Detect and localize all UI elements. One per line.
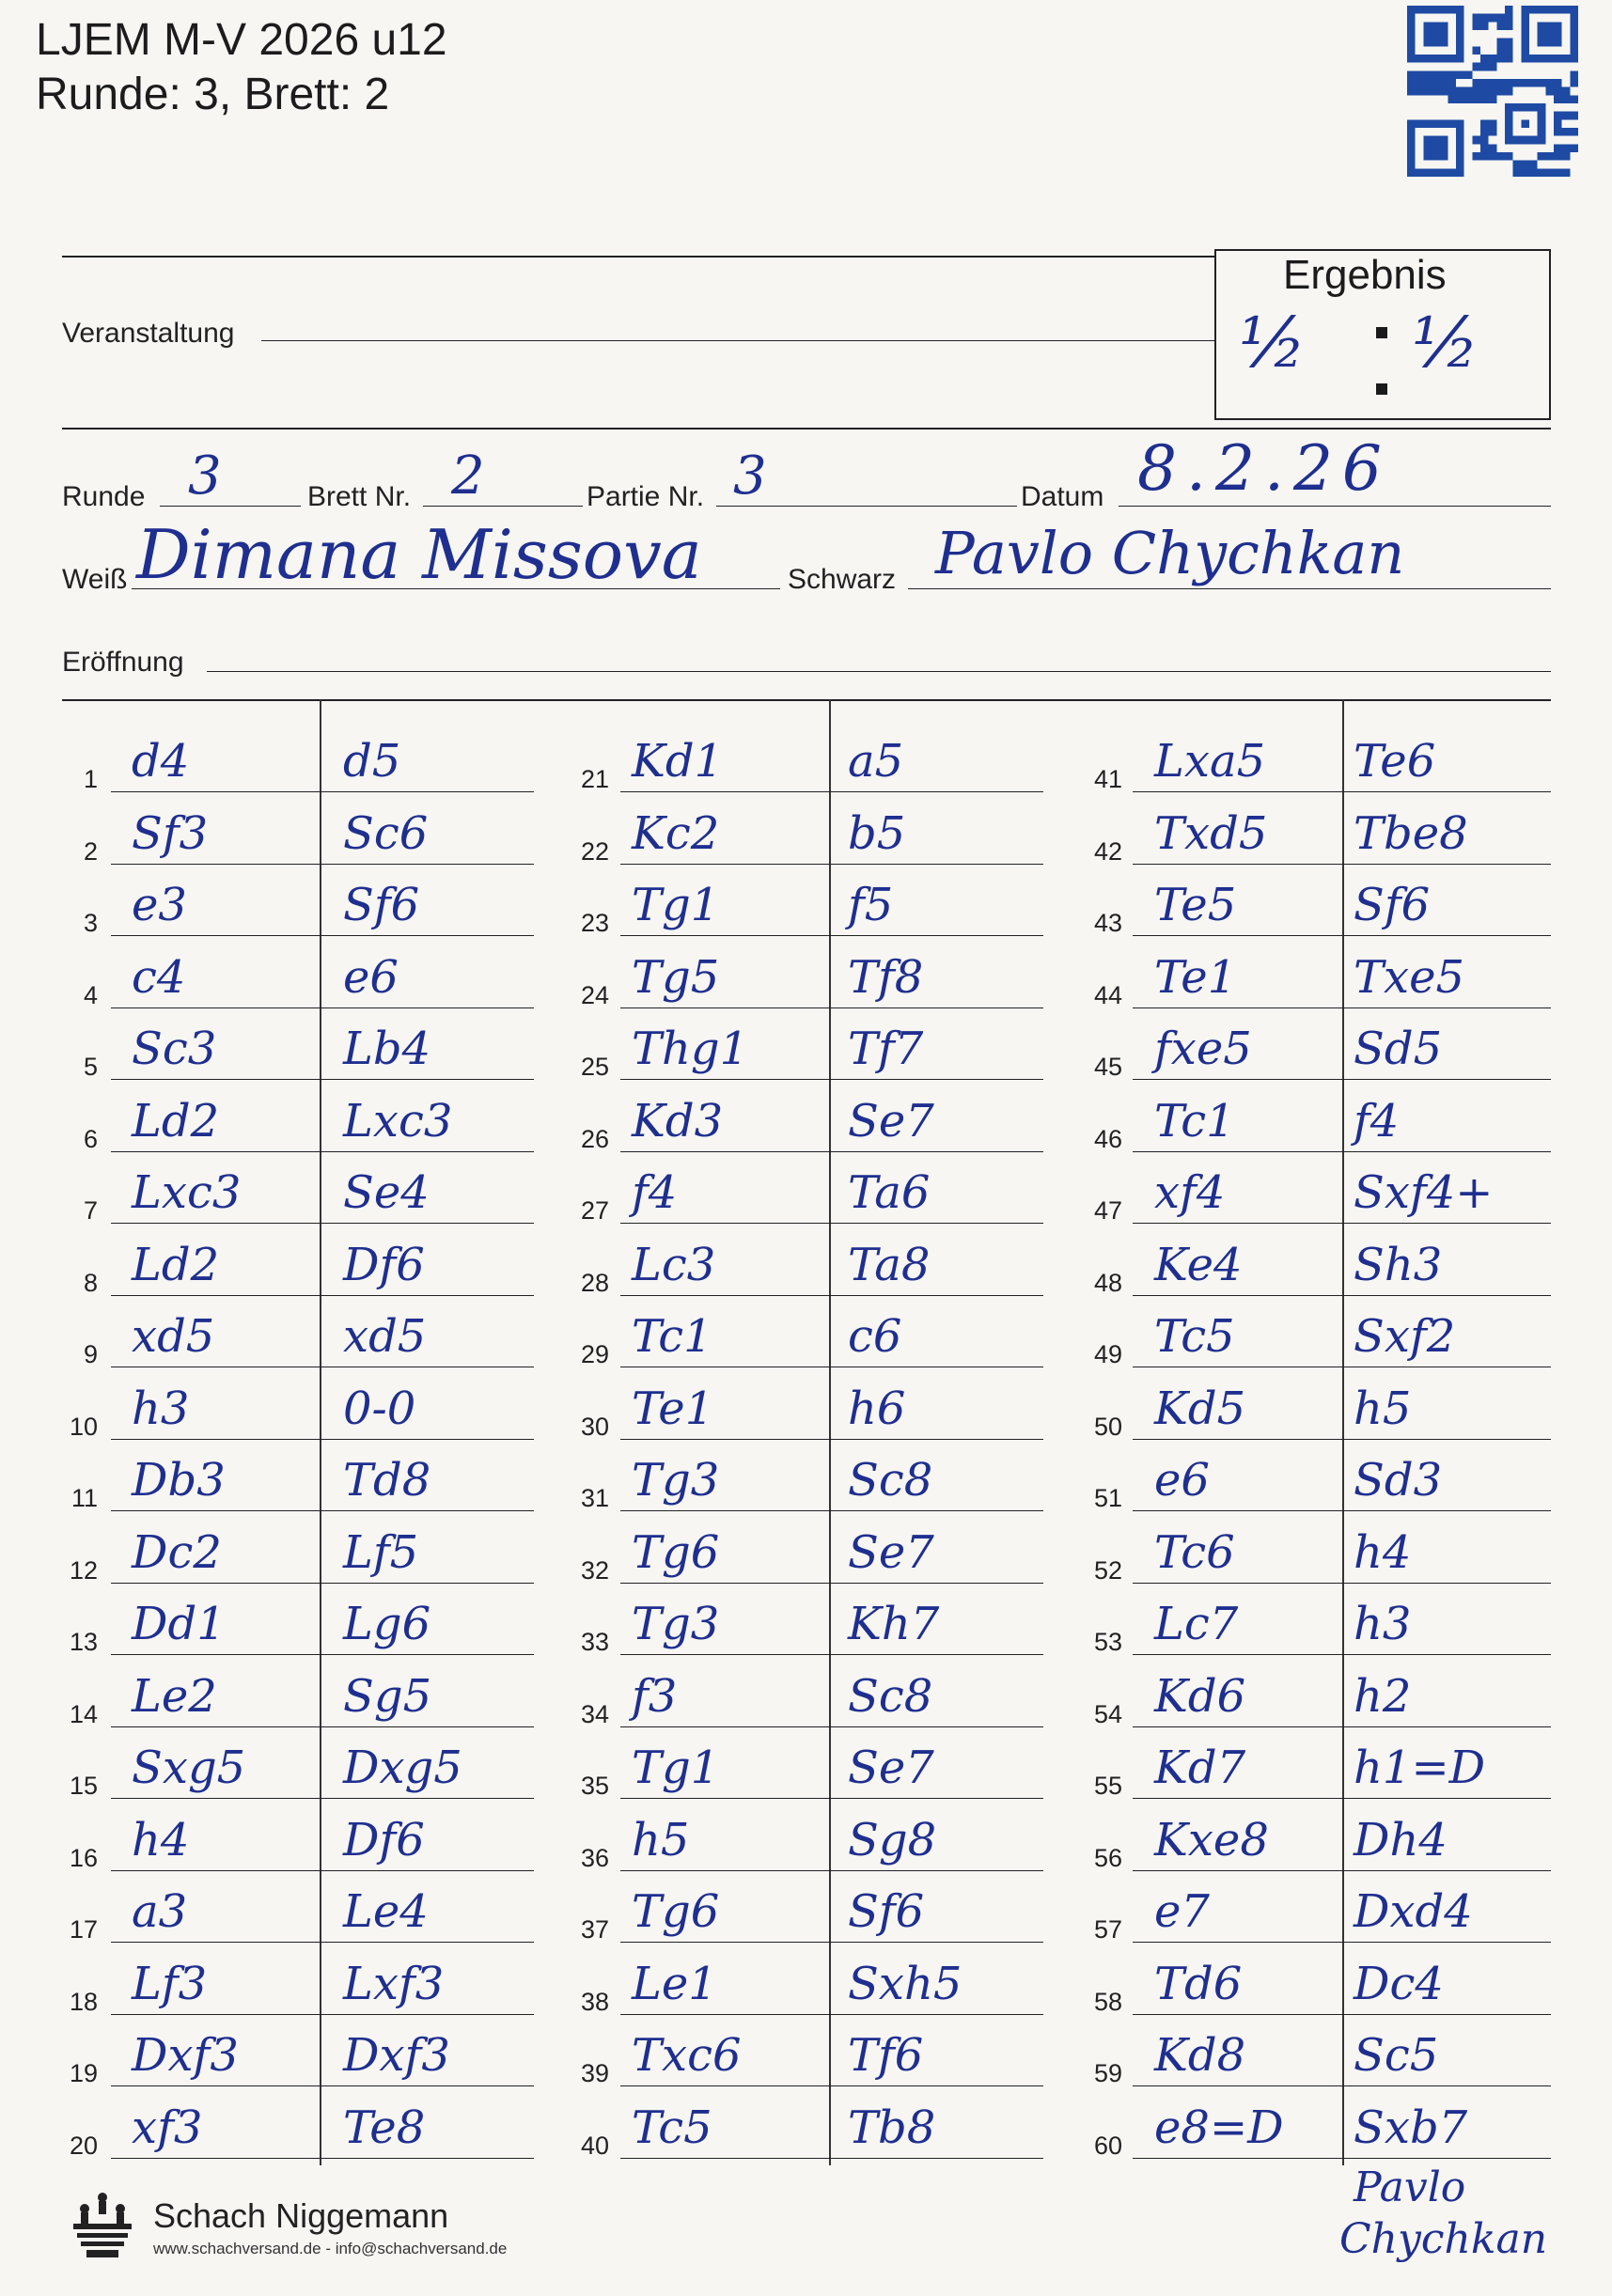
column-divider xyxy=(829,699,831,2165)
black-move: Se4 xyxy=(343,1166,430,1219)
move-row-line xyxy=(111,1079,534,1080)
black-move: f5 xyxy=(848,879,894,931)
move-number: 19 xyxy=(69,2059,98,2087)
move-row-line xyxy=(620,2158,1043,2159)
white-move: Kc2 xyxy=(632,806,720,860)
black-move: Te8 xyxy=(343,2101,426,2154)
move-row-line xyxy=(620,1151,1043,1152)
move-row-line xyxy=(111,1295,534,1296)
move-row-line xyxy=(620,1223,1043,1224)
white-move: h3 xyxy=(132,1382,190,1435)
game-value: 3 xyxy=(733,445,767,507)
black-move: Kh7 xyxy=(848,1598,940,1650)
black-move: Sh3 xyxy=(1354,1238,1443,1291)
white-move: xd5 xyxy=(132,1310,215,1363)
move-row-line xyxy=(1133,1726,1551,1727)
move-row-line xyxy=(111,791,534,792)
move-row-line xyxy=(620,1942,1043,1943)
move-row-line xyxy=(1133,1798,1551,1799)
move-number: 23 xyxy=(580,909,609,937)
white-move: Thg1 xyxy=(632,1023,749,1075)
white-move: Sf3 xyxy=(132,806,209,860)
move-row-line xyxy=(1133,2085,1551,2086)
white-move: Lxa5 xyxy=(1154,735,1266,788)
black-move: Ta6 xyxy=(848,1166,931,1219)
move-number: 41 xyxy=(1093,765,1122,793)
opening-label: Eröffnung xyxy=(62,647,184,678)
move-number: 16 xyxy=(69,1843,98,1872)
move-number: 32 xyxy=(580,1555,609,1585)
game-label: Partie Nr. xyxy=(587,481,705,512)
white-move: Ke4 xyxy=(1154,1238,1243,1291)
white-move: Dc2 xyxy=(132,1525,222,1579)
white-move: Kxe8 xyxy=(1154,1813,1269,1866)
move-row-line xyxy=(1133,1079,1551,1080)
move-row-line xyxy=(111,864,534,865)
white-move: Le1 xyxy=(632,1957,717,2010)
footer-contact: www.schachversand.de - info@schachversand.de xyxy=(153,2240,508,2257)
white-move: Lc7 xyxy=(1154,1598,1239,1650)
black-move: Dxf3 xyxy=(343,2029,450,2082)
white-move: Kd5 xyxy=(1154,1382,1246,1435)
move-row-line xyxy=(620,1726,1043,1727)
move-row-line xyxy=(1133,1654,1551,1655)
move-number: 29 xyxy=(580,1340,609,1368)
white-move: f3 xyxy=(632,1669,678,1723)
move-row-line xyxy=(111,1583,534,1584)
move-number: 38 xyxy=(580,1987,609,2016)
black-move: Sc6 xyxy=(343,806,429,860)
move-number: 20 xyxy=(69,2131,98,2160)
move-number: 11 xyxy=(70,1484,98,1512)
move-number: 13 xyxy=(69,1628,98,1656)
white-move: Txc6 xyxy=(632,2029,742,2082)
black-move: h6 xyxy=(848,1382,906,1435)
column-divider xyxy=(1342,699,1344,2165)
move-number: 31 xyxy=(580,1484,609,1512)
move-number: 14 xyxy=(69,1699,98,1728)
black-move: Dxd4 xyxy=(1354,1885,1473,1938)
move-row-line xyxy=(111,1439,534,1440)
move-number: 34 xyxy=(580,1699,609,1728)
black-player: Pavlo Chychkan xyxy=(935,519,1405,587)
move-row-line xyxy=(1133,1295,1551,1296)
white-move: Tg6 xyxy=(632,1885,720,1938)
chess-pieces-logo-icon xyxy=(70,2190,135,2261)
move-number: 50 xyxy=(1093,1412,1122,1441)
move-row-line xyxy=(620,791,1043,792)
black-move: Tf7 xyxy=(848,1023,924,1075)
move-row-line xyxy=(620,1798,1043,1799)
signature-last: Chychkan xyxy=(1339,2215,1548,2263)
move-row-line xyxy=(620,1870,1043,1871)
black-move: Sd3 xyxy=(1354,1454,1443,1507)
move-number: 5 xyxy=(83,1053,98,1081)
black-move: Sg5 xyxy=(343,1669,432,1723)
move-number: 60 xyxy=(1093,2131,1122,2160)
round-value: 3 xyxy=(188,445,222,507)
footer-brand: Schach Niggemann xyxy=(153,2196,449,2235)
black-move: h3 xyxy=(1354,1598,1412,1650)
move-number: 24 xyxy=(580,980,609,1009)
black-move: Lg6 xyxy=(343,1598,431,1650)
result-label: Ergebnis xyxy=(1283,252,1447,298)
date-value: 8.2.26 xyxy=(1137,432,1391,505)
black-move: Tb8 xyxy=(848,2101,936,2154)
black-move: Sc8 xyxy=(848,1669,933,1723)
signature-first: Pavlo xyxy=(1354,2163,1466,2211)
move-number: 7 xyxy=(83,1196,98,1225)
move-number: 44 xyxy=(1093,980,1122,1009)
move-row-line xyxy=(1133,1583,1551,1584)
black-move: d5 xyxy=(343,735,401,788)
move-number: 3 xyxy=(83,909,98,937)
black-move: Sxf4+ xyxy=(1354,1166,1494,1219)
move-row-line xyxy=(111,935,534,936)
move-number: 36 xyxy=(580,1843,609,1872)
move-number: 57 xyxy=(1093,1915,1122,1944)
move-row-line xyxy=(620,1510,1043,1511)
white-move: Ld2 xyxy=(132,1094,220,1148)
move-number: 46 xyxy=(1093,1124,1122,1153)
black-move: Sxh5 xyxy=(848,1957,963,2010)
black-move: Tbe8 xyxy=(1354,806,1468,860)
move-row-line xyxy=(620,864,1043,865)
move-row-line xyxy=(1133,1007,1551,1008)
black-move: Sf6 xyxy=(848,1885,925,1938)
move-number: 56 xyxy=(1093,1843,1122,1872)
black-move: h1=D xyxy=(1354,1742,1486,1794)
round-label: Runde xyxy=(62,481,146,512)
black-move: Sd5 xyxy=(1354,1023,1443,1075)
board-value: 2 xyxy=(451,445,485,507)
move-number: 17 xyxy=(69,1915,98,1944)
move-number: 43 xyxy=(1093,909,1122,937)
black-move: Dh4 xyxy=(1354,1813,1448,1866)
white-move: h5 xyxy=(632,1813,690,1866)
white-move: e7 xyxy=(1154,1885,1210,1938)
move-number: 42 xyxy=(1093,836,1122,866)
white-move: Td6 xyxy=(1154,1957,1243,2010)
black-move: Sc5 xyxy=(1354,2029,1439,2082)
black-move: b5 xyxy=(848,806,906,860)
black-move: xd5 xyxy=(343,1310,427,1363)
move-row-line xyxy=(111,2085,534,2086)
move-row-line xyxy=(1133,1942,1551,1943)
white-move: Kd6 xyxy=(1154,1669,1246,1723)
move-number: 49 xyxy=(1093,1340,1122,1368)
move-row-line xyxy=(111,1942,534,1943)
black-move: Se7 xyxy=(848,1094,934,1148)
move-row-line xyxy=(1133,2158,1551,2159)
white-move: e8=D xyxy=(1154,2101,1284,2154)
white-move: Tg1 xyxy=(632,879,720,931)
move-number: 52 xyxy=(1093,1555,1122,1585)
black-move: Se7 xyxy=(848,1742,934,1794)
black-move: Ta8 xyxy=(848,1238,931,1291)
move-row-line xyxy=(1133,864,1551,865)
move-row-line xyxy=(620,1654,1043,1655)
black-move: h4 xyxy=(1354,1525,1412,1579)
move-row-line xyxy=(1133,935,1551,936)
black-move: Lxf3 xyxy=(343,1957,445,2010)
move-row-line xyxy=(620,1439,1043,1440)
white-move: Db3 xyxy=(132,1454,226,1507)
move-number: 37 xyxy=(580,1915,609,1944)
move-number: 6 xyxy=(83,1124,98,1153)
move-row-line xyxy=(111,1870,534,1871)
white-move: Tg5 xyxy=(632,950,720,1004)
move-number: 51 xyxy=(1093,1484,1122,1512)
black-move: a5 xyxy=(848,735,904,788)
move-row-line xyxy=(111,2014,534,2015)
black-move: c6 xyxy=(848,1310,902,1363)
black-move: Se7 xyxy=(848,1525,934,1579)
black-move: e6 xyxy=(343,950,399,1004)
white-move: Te1 xyxy=(632,1382,714,1435)
white-move: Tc1 xyxy=(1154,1094,1235,1148)
black-move: Te6 xyxy=(1354,735,1436,788)
move-row-line xyxy=(111,1798,534,1799)
black-move: h5 xyxy=(1354,1382,1412,1435)
board-label: Brett Nr. xyxy=(307,481,412,512)
event-title: LJEM M-V 2026 u12 xyxy=(36,15,447,65)
round-board-info: Runde: 3, Brett: 2 xyxy=(36,70,390,119)
move-number: 33 xyxy=(580,1628,609,1656)
white-move: Txd5 xyxy=(1154,806,1268,860)
white-move: Tc6 xyxy=(1154,1525,1235,1579)
move-row-line xyxy=(620,1079,1043,1080)
date-label: Datum xyxy=(1021,481,1104,512)
white-move: a3 xyxy=(132,1885,188,1938)
black-move: Lf5 xyxy=(343,1525,419,1579)
black-move: Sc8 xyxy=(848,1454,933,1507)
move-row-line xyxy=(620,1583,1043,1584)
black-move: Tf8 xyxy=(848,950,924,1004)
white-move: c4 xyxy=(132,950,186,1004)
move-number: 35 xyxy=(580,1772,609,1800)
white-move: Kd8 xyxy=(1154,2029,1246,2082)
white-move: Tg3 xyxy=(632,1454,720,1507)
result-colon-top xyxy=(1376,327,1387,338)
black-move: h2 xyxy=(1354,1669,1412,1723)
white-move: Tg6 xyxy=(632,1525,720,1579)
move-number: 26 xyxy=(580,1124,609,1153)
white-move: Te1 xyxy=(1154,950,1237,1004)
move-number: 18 xyxy=(69,1987,98,2016)
move-row-line xyxy=(111,1007,534,1008)
white-move: Tc1 xyxy=(632,1310,712,1363)
white-move: xf3 xyxy=(132,2101,203,2154)
move-row-line xyxy=(1133,1510,1551,1511)
white-move: Lc3 xyxy=(632,1238,716,1291)
column-divider xyxy=(320,699,321,2165)
move-number: 48 xyxy=(1093,1268,1122,1297)
black-label: Schwarz xyxy=(788,564,897,595)
black-move: Df6 xyxy=(343,1813,425,1866)
move-row-line xyxy=(111,1726,534,1727)
black-move: Sf6 xyxy=(1354,879,1431,931)
white-move: Kd7 xyxy=(1154,1742,1246,1794)
white-move: Tc5 xyxy=(1154,1310,1235,1363)
move-number: 9 xyxy=(83,1340,98,1368)
black-move: Sf6 xyxy=(343,879,420,931)
white-player: Dimana Missova xyxy=(136,515,702,594)
move-number: 54 xyxy=(1093,1699,1122,1728)
move-row-line xyxy=(1133,1439,1551,1440)
move-row-line xyxy=(111,2158,534,2159)
white-move: Lxc3 xyxy=(132,1166,242,1219)
white-move: Dd1 xyxy=(132,1598,226,1650)
move-number: 30 xyxy=(580,1412,609,1441)
move-number: 22 xyxy=(580,836,609,866)
move-number: 45 xyxy=(1093,1053,1122,1081)
move-row-line xyxy=(1133,1870,1551,1871)
white-move: Sc3 xyxy=(132,1023,217,1075)
qr-code-icon xyxy=(1407,6,1578,177)
move-number: 10 xyxy=(69,1412,98,1441)
move-number: 12 xyxy=(69,1555,98,1585)
move-row-line xyxy=(620,2014,1043,2015)
move-number: 40 xyxy=(580,2131,609,2160)
move-row-line xyxy=(620,1295,1043,1296)
black-move: Lb4 xyxy=(343,1023,431,1075)
white-move: Le2 xyxy=(132,1669,217,1723)
event-label: Veranstaltung xyxy=(62,318,235,349)
move-number: 59 xyxy=(1093,2059,1122,2087)
move-number: 47 xyxy=(1093,1196,1122,1225)
result-white: ½ xyxy=(1239,303,1307,383)
move-row-line xyxy=(111,1654,534,1655)
move-number: 1 xyxy=(83,765,98,793)
white-move: Sxg5 xyxy=(132,1742,246,1794)
white-move: Kd3 xyxy=(632,1094,724,1148)
white-move: Dxf3 xyxy=(132,2029,239,2082)
move-number: 21 xyxy=(580,765,609,793)
white-move: Te5 xyxy=(1154,879,1237,931)
move-number: 27 xyxy=(580,1196,609,1225)
black-move: Lxc3 xyxy=(343,1094,453,1148)
white-move: xf4 xyxy=(1154,1166,1226,1219)
white-move: Lf3 xyxy=(132,1957,208,2010)
move-row-line xyxy=(620,2085,1043,2086)
black-move: Dc4 xyxy=(1354,1957,1444,2010)
white-move: Kd1 xyxy=(632,735,724,788)
move-number: 53 xyxy=(1093,1628,1122,1656)
white-move: Tg3 xyxy=(632,1598,720,1650)
white-move: h4 xyxy=(132,1813,190,1866)
black-move: Sxb7 xyxy=(1354,2101,1468,2154)
move-row-line xyxy=(620,935,1043,936)
white-move: Tc5 xyxy=(632,2101,712,2154)
black-move: Td8 xyxy=(343,1454,431,1507)
move-number: 28 xyxy=(580,1268,609,1297)
black-move: Sxf2 xyxy=(1354,1310,1456,1363)
move-row-line xyxy=(1133,791,1551,792)
move-number: 8 xyxy=(83,1268,98,1297)
result-black: ½ xyxy=(1412,303,1479,383)
move-row-line xyxy=(1133,1151,1551,1152)
white-move: d4 xyxy=(132,735,190,788)
black-move: Tf6 xyxy=(848,2029,924,2082)
white-move: f4 xyxy=(632,1166,678,1219)
white-move: Ld2 xyxy=(132,1238,220,1291)
move-number: 25 xyxy=(580,1053,609,1081)
move-row-line xyxy=(1133,1223,1551,1224)
move-row-line xyxy=(111,1223,534,1224)
white-move: e6 xyxy=(1154,1454,1210,1507)
black-move: Sg8 xyxy=(848,1813,937,1866)
move-row-line xyxy=(111,1151,534,1152)
move-row-line xyxy=(111,1510,534,1511)
move-number: 2 xyxy=(83,836,98,866)
move-row-line xyxy=(1133,2014,1551,2015)
result-colon-bottom xyxy=(1376,383,1387,395)
black-move: Txe5 xyxy=(1354,950,1465,1004)
black-move: Dxg5 xyxy=(343,1742,462,1794)
move-number: 39 xyxy=(580,2059,609,2087)
move-number: 55 xyxy=(1093,1772,1122,1800)
white-move: fxe5 xyxy=(1154,1023,1252,1075)
white-move: Tg1 xyxy=(632,1742,720,1794)
black-move: Le4 xyxy=(343,1885,429,1938)
move-number: 15 xyxy=(69,1772,98,1800)
event-field xyxy=(261,340,1214,341)
move-number: 58 xyxy=(1093,1987,1122,2016)
move-number: 4 xyxy=(83,980,98,1009)
black-move: f4 xyxy=(1354,1094,1400,1148)
white-move: e3 xyxy=(132,879,187,931)
white-label: Weiß xyxy=(62,564,128,595)
move-row-line xyxy=(620,1007,1043,1008)
black-move: 0-0 xyxy=(343,1382,416,1435)
black-move: Df6 xyxy=(343,1238,425,1291)
